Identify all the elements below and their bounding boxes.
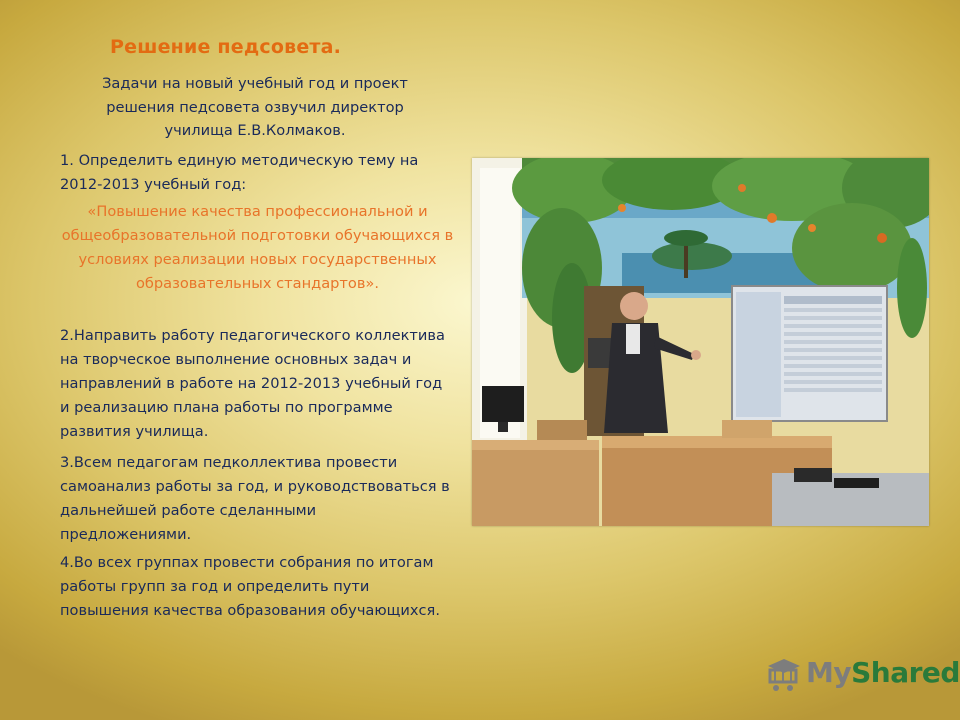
decision-item-4: 4.Во всех группах провести собрания по итогам работы групп за год и определить пути повышения качества образования обучающихся. xyxy=(60,554,440,619)
logo-part-my: My xyxy=(806,656,852,689)
decision-item-2: 2.Направить работу педагогического коллектива на творческое выполнение основных задач и направлений в работе на 2012-2013 учебный год и реализацию плана работы по программе развития училища. xyxy=(60,327,445,440)
myshared-watermark[interactable] xyxy=(764,654,960,694)
methodical-theme-text: «Повышение качества профессиональной и общеобразовательной подготовки обучающихся в условиях реализации новых государственных образовательных стандартов». xyxy=(61,203,454,292)
mortarboard-cart-icon xyxy=(766,656,802,694)
classroom-photo xyxy=(472,158,929,526)
myshared-wordmark xyxy=(806,656,960,689)
decision-item-1: 1. Определить единую методическую тему на 2012-2013 учебный год: xyxy=(60,152,419,193)
slide-title: Решение педсовета. xyxy=(110,36,342,58)
decision-item-3: 3.Всем педагогам педколлектива провести самоанализ работы за год, и руководствоваться в дальнейшей работе сделанными предложениями. xyxy=(60,454,450,543)
logo-part-shared: Shared xyxy=(851,656,960,689)
intro-text: Задачи на новый учебный год и проект решения педсовета озвучил директор училища Е.В.Колмаков. xyxy=(102,75,408,139)
